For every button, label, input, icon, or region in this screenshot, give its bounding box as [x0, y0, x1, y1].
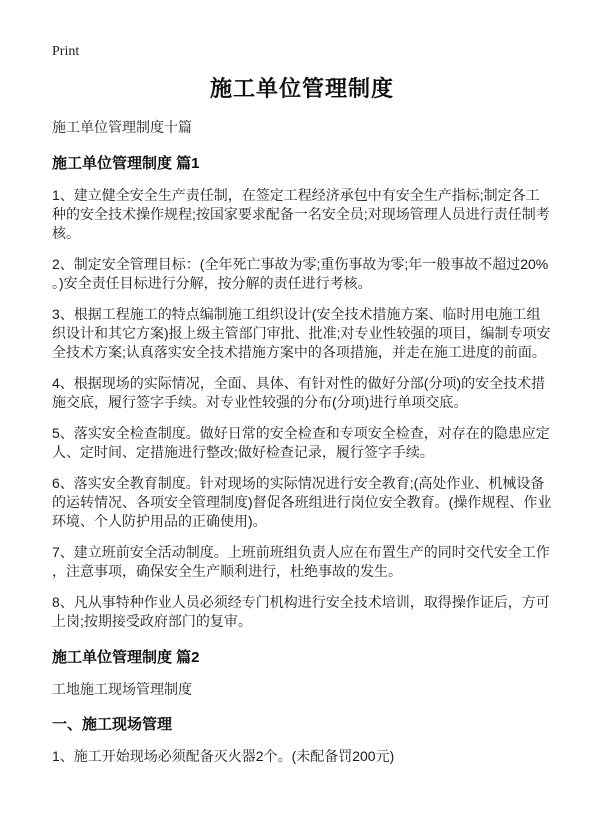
section-1-heading: 施工单位管理制度 篇1 — [52, 155, 200, 172]
page-title: 施工单位管理制度 — [209, 76, 394, 101]
document-subtitle: 施工单位管理制度十篇 — [52, 119, 192, 135]
section-2-intro: 工地施工现场管理制度 — [52, 681, 192, 697]
paragraph-1-5: 5、落实安全检查制度。做好日常的安全检查和专项安全检查，对存在的隐患应定人、定时间、定措施进行整改;做好检查记录，履行签字手续。 — [52, 425, 550, 460]
section-2-heading: 施工单位管理制度 篇2 — [52, 649, 200, 666]
paragraph-1-7: 7、建立班前安全活动制度。上班前班组负责人应在布置生产的同时交代安全工作，注意事项，确保安全生产顺利进行，杜绝事故的发生。 — [52, 544, 550, 579]
paragraph-1-8: 8、凡从事特种作业人员必须经专门机构进行安全技术培训，取得操作证后，方可上岗;按期接受政府部门的复审。 — [52, 594, 550, 629]
print-link[interactable]: Print — [52, 44, 80, 59]
section-2-subheading: 一、施工现场管理 — [52, 716, 173, 733]
paragraph-1-3: 3、根据工程施工的特点编制施工组织设计(安全技术措施方案、临时用电施工组织设计和其它方案)报上级主管部门审批、批准;对专业性较强的项目，编制专项安全技术方案;认真落实安全技术措施方案中的各项措施，并走在施工进度的前面。 — [52, 306, 551, 360]
paragraph-1-2: 2、制定安全管理目标：(全年死亡事故为零;重伤事故为零;年一般事故不超过20%。)安全责任目标进行分解，按分解的责任进行考核。 — [52, 256, 549, 291]
paragraph-1-6: 6、落实安全教育制度。针对现场的实际情况进行安全教育;(高处作业、机械设备的运转情况、各项安全管理制度)督促各班组进行岗位安全教育。(操作规程、作业环境、个人防护用品的正确使用)。 — [52, 475, 552, 529]
paragraph-2-1: 1、施工开始现场必须配备灭火器2个。(未配备罚200元) — [52, 748, 395, 764]
paragraph-1-1: 1、建立健全安全生产责任制，在签定工程经济承包中有安全生产指标;制定各工种的安全技术操作规程;按国家要求配备一名安全员;对现场管理人员进行责任制考核。 — [52, 187, 550, 241]
paragraph-1-4: 4、根据现场的实际情况，全面、具体、有针对性的做好分部(分项)的安全技术措施交底，履行签字手续。对专业性较强的分布(分项)进行单项交底。 — [52, 375, 546, 410]
